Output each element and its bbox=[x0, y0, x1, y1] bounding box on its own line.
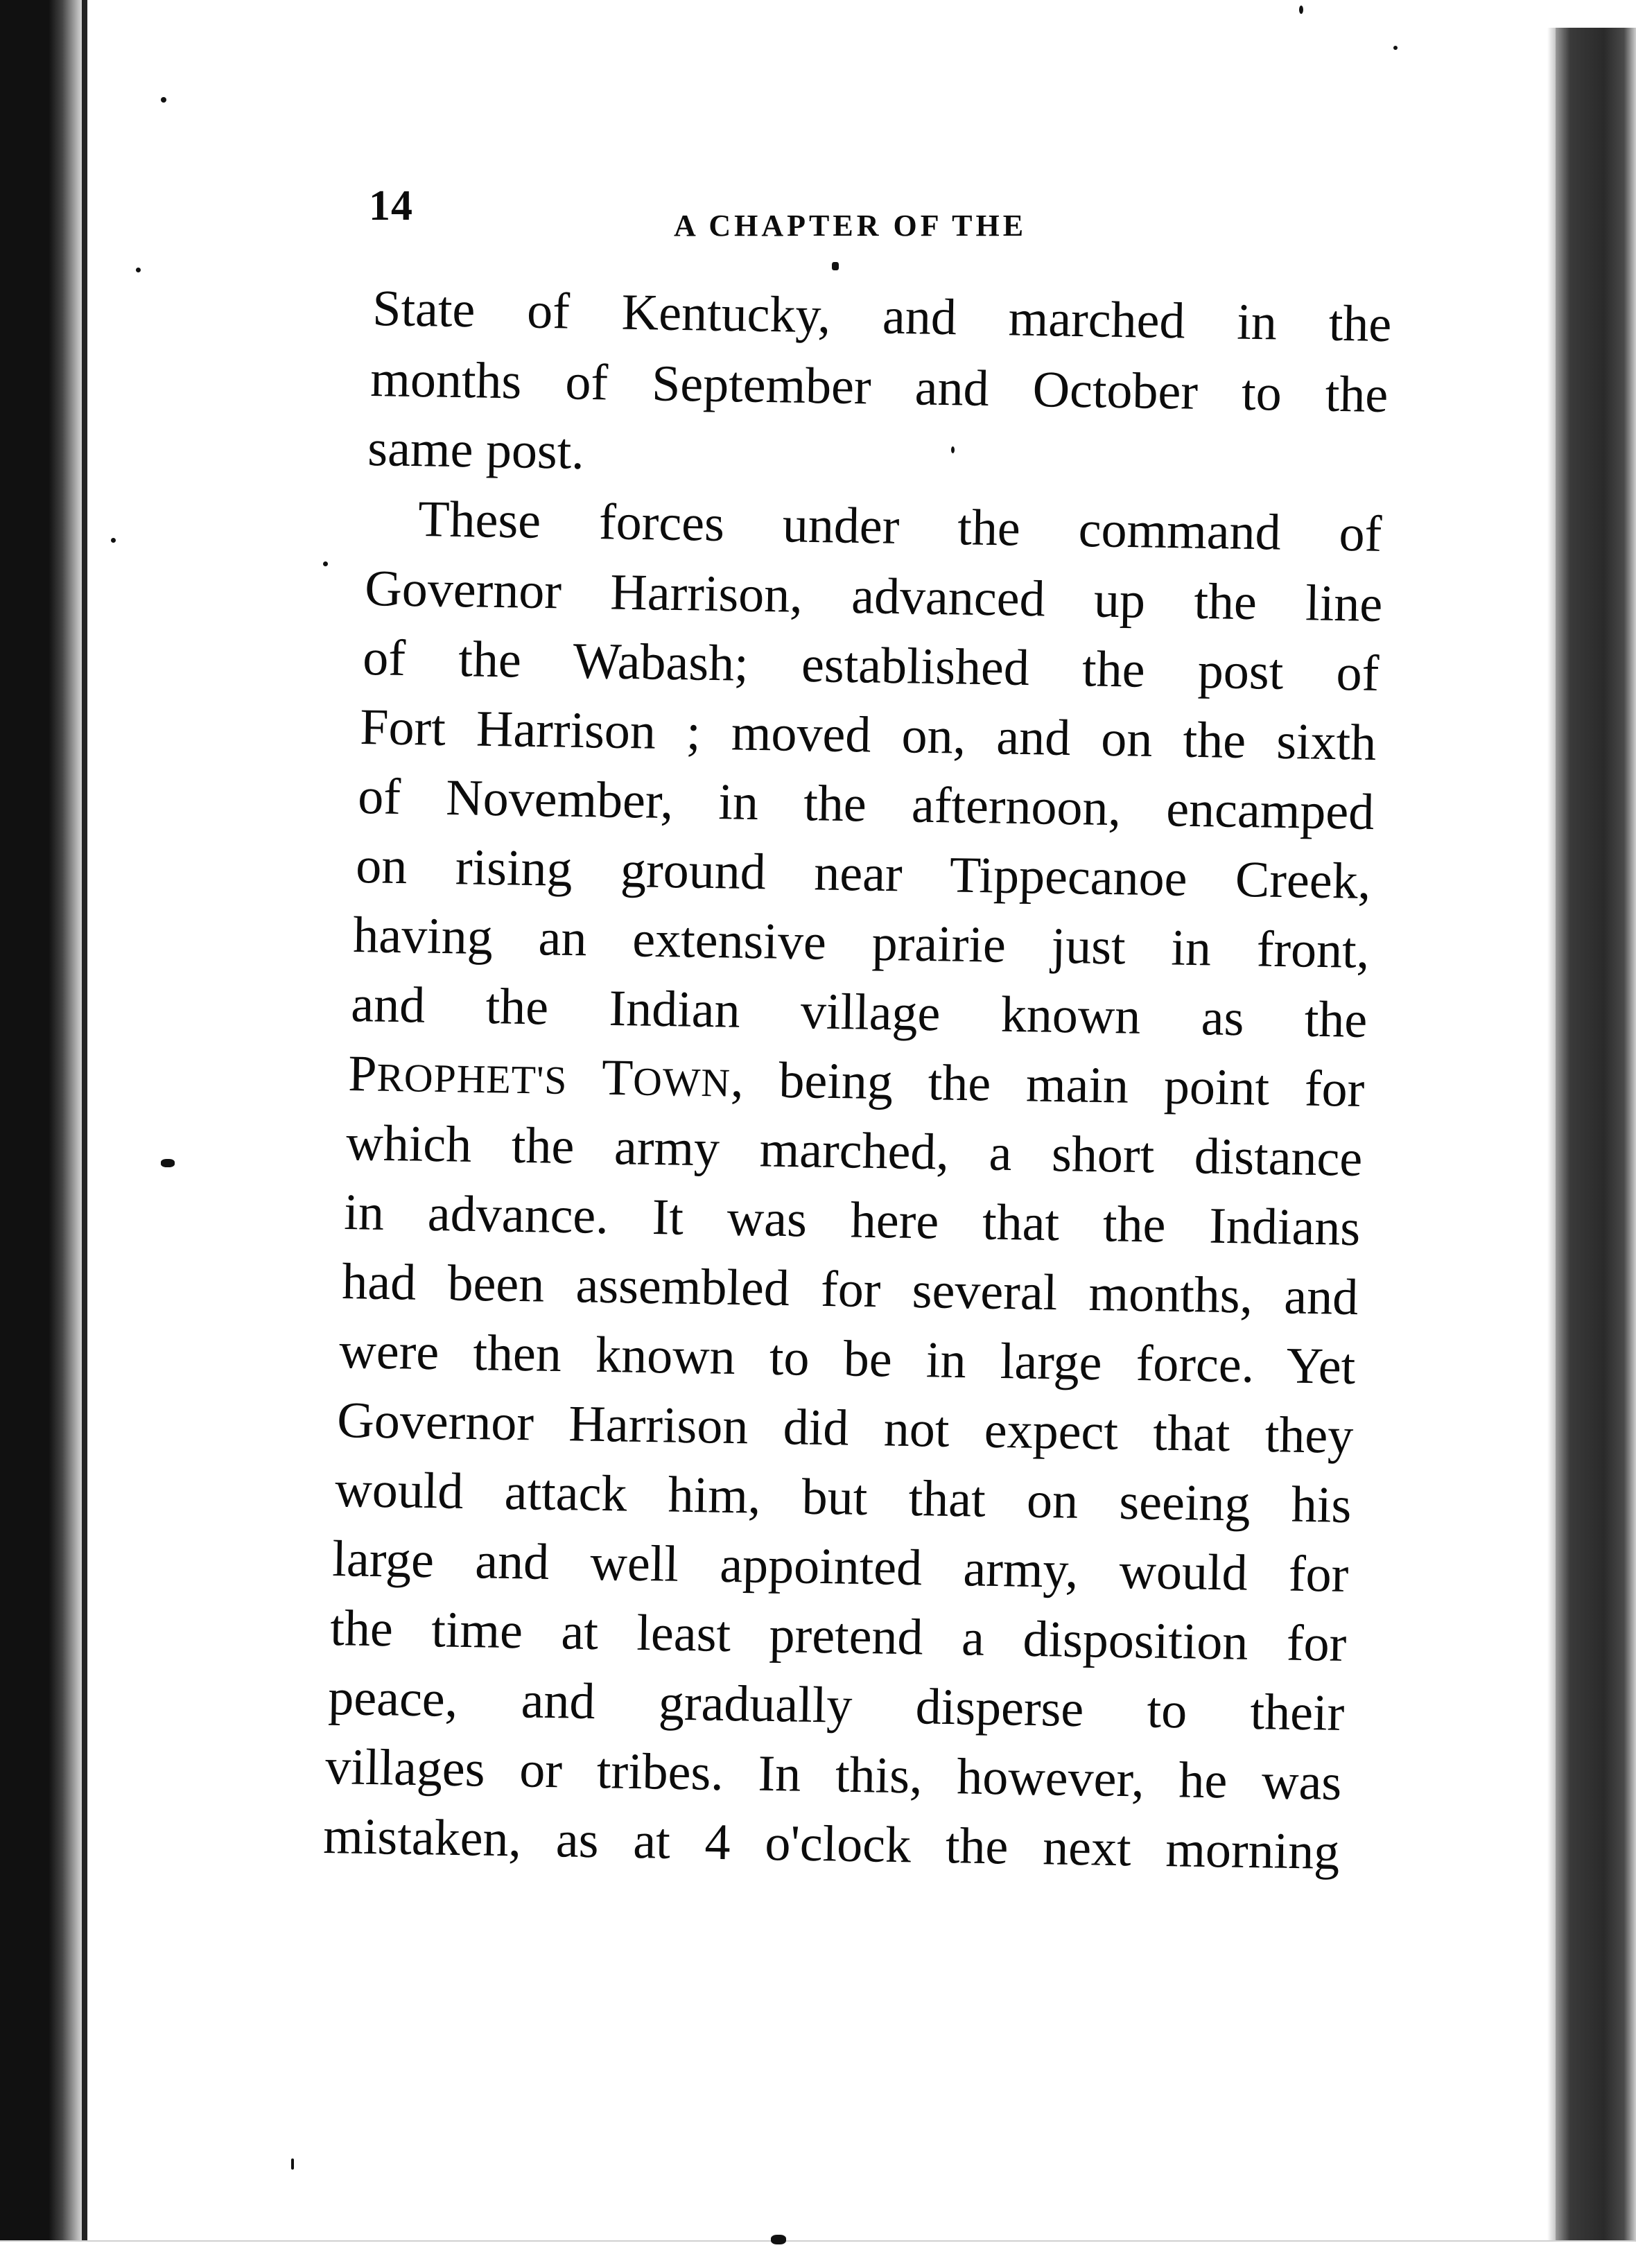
smallcaps-initial: T bbox=[601, 1049, 634, 1107]
body-line: same post. bbox=[367, 420, 585, 480]
smallcaps-text: ROPHET'S bbox=[376, 1056, 568, 1103]
body-line: months of September and October to the bbox=[369, 351, 1389, 424]
body-line: large and well appointed army, would for bbox=[331, 1530, 1349, 1604]
body-line: villages or tribes. In this, however, he was bbox=[324, 1738, 1342, 1812]
body-line: would attack him, but that on seeing his bbox=[334, 1461, 1352, 1535]
body-line: and the Indian village known as the bbox=[350, 976, 1368, 1049]
page-number: 14 bbox=[369, 182, 413, 229]
body-line: the time at least pretend a disposition for bbox=[329, 1600, 1347, 1673]
body-line: were then known to be in large force. Yet bbox=[338, 1323, 1356, 1396]
body-line: State of Kentucky, and marched in the bbox=[372, 280, 1392, 354]
body-line-tail: , being the main point for bbox=[730, 1051, 1365, 1119]
smallcaps-initial: P bbox=[347, 1045, 378, 1103]
running-head: A CHAPTER OF THE bbox=[674, 209, 1027, 243]
body-line: in advance. It was here that the Indians bbox=[343, 1184, 1361, 1257]
body-line: which the army marched, a short distance bbox=[345, 1115, 1363, 1188]
smallcaps-text: OWN bbox=[632, 1060, 731, 1106]
body-line: Governor Harrison did not expect that they bbox=[336, 1392, 1354, 1465]
body-line: mistaken, as at 4 o'clock the next morning bbox=[322, 1808, 1340, 1881]
body-line: peace, and gradually disperse to their bbox=[327, 1669, 1345, 1743]
body-line-smallcaps bbox=[347, 1045, 1365, 1119]
body-line: having an extensive prairie just in front, bbox=[352, 907, 1370, 980]
body-line: of the Wabash; established the post of bbox=[362, 629, 1380, 703]
body-line: These forces under the command of bbox=[417, 491, 1382, 563]
body-line: had been assembled for several months, and bbox=[341, 1253, 1359, 1327]
body-line: of November, in the afternoon, encamped bbox=[357, 768, 1375, 841]
body-line: Fort Harrison ; moved on, and on the sixth bbox=[359, 699, 1377, 772]
body-line: Governor Harrison, advanced up the line bbox=[364, 560, 1383, 634]
body-line: on rising ground near Tippecanoe Creek, bbox=[355, 837, 1371, 910]
